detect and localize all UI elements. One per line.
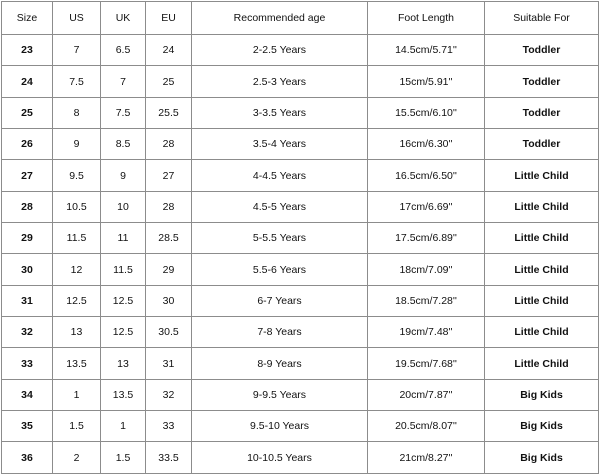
table-row — [2, 223, 599, 254]
cell-size: 27 — [2, 160, 53, 191]
cell-suitable-for: Little Child — [485, 254, 599, 285]
cell-eu: 27 — [146, 160, 192, 191]
cell-uk: 8.5 — [101, 129, 146, 160]
cell-size: 31 — [2, 285, 53, 316]
cell-suitable-for: Toddler — [485, 97, 599, 128]
table-row — [2, 129, 599, 160]
table-row — [2, 348, 599, 379]
cell-suitable-for: Toddler — [485, 35, 599, 66]
cell-recommended-age: 2-2.5 Years — [192, 35, 368, 66]
table-row — [2, 254, 599, 285]
cell-eu: 24 — [146, 35, 192, 66]
cell-suitable-for: Toddler — [485, 129, 599, 160]
cell-foot-length: 16cm/6.30'' — [368, 129, 485, 160]
column-header-foot-length: Foot Length — [368, 2, 485, 35]
column-header-suitable-for: Suitable For — [485, 2, 599, 35]
table-row — [2, 379, 599, 410]
table-row — [2, 97, 599, 128]
cell-size: 34 — [2, 379, 53, 410]
cell-eu: 33 — [146, 411, 192, 442]
cell-us: 10.5 — [53, 191, 101, 222]
cell-foot-length: 17cm/6.69'' — [368, 191, 485, 222]
cell-recommended-age: 7-8 Years — [192, 317, 368, 348]
cell-size: 32 — [2, 317, 53, 348]
cell-eu: 25.5 — [146, 97, 192, 128]
table-row — [2, 191, 599, 222]
cell-uk: 1.5 — [101, 442, 146, 474]
cell-suitable-for: Little Child — [485, 285, 599, 316]
cell-foot-length: 18cm/7.09'' — [368, 254, 485, 285]
cell-size: 35 — [2, 411, 53, 442]
cell-uk: 7.5 — [101, 97, 146, 128]
cell-us: 7.5 — [53, 66, 101, 97]
cell-us: 2 — [53, 442, 101, 474]
cell-us: 7 — [53, 35, 101, 66]
cell-uk: 7 — [101, 66, 146, 97]
column-header-us: US — [53, 2, 101, 35]
cell-foot-length: 20cm/7.87'' — [368, 379, 485, 410]
cell-eu: 30 — [146, 285, 192, 316]
cell-suitable-for: Little Child — [485, 223, 599, 254]
cell-foot-length: 16.5cm/6.50'' — [368, 160, 485, 191]
cell-size: 28 — [2, 191, 53, 222]
cell-size: 36 — [2, 442, 53, 474]
cell-eu: 25 — [146, 66, 192, 97]
cell-recommended-age: 9.5-10 Years — [192, 411, 368, 442]
cell-recommended-age: 6-7 Years — [192, 285, 368, 316]
cell-us: 9 — [53, 129, 101, 160]
cell-uk: 6.5 — [101, 35, 146, 66]
cell-us: 1 — [53, 379, 101, 410]
cell-eu: 28 — [146, 191, 192, 222]
cell-eu: 33.5 — [146, 442, 192, 474]
cell-uk: 11 — [101, 223, 146, 254]
table-body — [2, 35, 599, 474]
cell-suitable-for: Little Child — [485, 160, 599, 191]
cell-suitable-for: Big Kids — [485, 442, 599, 474]
cell-recommended-age: 3-3.5 Years — [192, 97, 368, 128]
cell-uk: 12.5 — [101, 285, 146, 316]
cell-us: 12 — [53, 254, 101, 285]
cell-size: 33 — [2, 348, 53, 379]
cell-uk: 11.5 — [101, 254, 146, 285]
cell-us: 13.5 — [53, 348, 101, 379]
cell-uk: 13 — [101, 348, 146, 379]
cell-size: 23 — [2, 35, 53, 66]
table-row — [2, 160, 599, 191]
cell-suitable-for: Big Kids — [485, 379, 599, 410]
cell-foot-length: 15.5cm/6.10'' — [368, 97, 485, 128]
cell-foot-length: 15cm/5.91'' — [368, 66, 485, 97]
cell-uk: 13.5 — [101, 379, 146, 410]
table-row — [2, 442, 599, 474]
cell-us: 11.5 — [53, 223, 101, 254]
cell-suitable-for: Little Child — [485, 191, 599, 222]
size-chart-table — [1, 1, 599, 474]
header-row — [2, 2, 599, 35]
cell-foot-length: 17.5cm/6.89'' — [368, 223, 485, 254]
cell-recommended-age: 2.5-3 Years — [192, 66, 368, 97]
cell-recommended-age: 9-9.5 Years — [192, 379, 368, 410]
table-row — [2, 35, 599, 66]
column-header-eu: EU — [146, 2, 192, 35]
cell-suitable-for: Little Child — [485, 348, 599, 379]
cell-recommended-age: 4-4.5 Years — [192, 160, 368, 191]
table-row — [2, 411, 599, 442]
cell-foot-length: 14.5cm/5.71'' — [368, 35, 485, 66]
cell-foot-length: 20.5cm/8.07'' — [368, 411, 485, 442]
cell-foot-length: 19.5cm/7.68'' — [368, 348, 485, 379]
column-header-size: Size — [2, 2, 53, 35]
cell-uk: 10 — [101, 191, 146, 222]
cell-us: 1.5 — [53, 411, 101, 442]
cell-foot-length: 21cm/8.27'' — [368, 442, 485, 474]
cell-size: 30 — [2, 254, 53, 285]
cell-eu: 29 — [146, 254, 192, 285]
table-row — [2, 66, 599, 97]
cell-suitable-for: Big Kids — [485, 411, 599, 442]
cell-size: 29 — [2, 223, 53, 254]
column-header-recommended-age: Recommended age — [192, 2, 368, 35]
cell-recommended-age: 5.5-6 Years — [192, 254, 368, 285]
cell-us: 12.5 — [53, 285, 101, 316]
table-row — [2, 285, 599, 316]
cell-us: 13 — [53, 317, 101, 348]
cell-uk: 9 — [101, 160, 146, 191]
table-header — [2, 2, 599, 35]
cell-size: 25 — [2, 97, 53, 128]
cell-foot-length: 19cm/7.48'' — [368, 317, 485, 348]
cell-suitable-for: Toddler — [485, 66, 599, 97]
cell-suitable-for: Little Child — [485, 317, 599, 348]
cell-size: 24 — [2, 66, 53, 97]
table-row — [2, 317, 599, 348]
cell-us: 8 — [53, 97, 101, 128]
cell-eu: 31 — [146, 348, 192, 379]
cell-recommended-age: 3.5-4 Years — [192, 129, 368, 160]
cell-eu: 32 — [146, 379, 192, 410]
cell-uk: 12.5 — [101, 317, 146, 348]
cell-size: 26 — [2, 129, 53, 160]
cell-recommended-age: 8-9 Years — [192, 348, 368, 379]
cell-eu: 28 — [146, 129, 192, 160]
cell-recommended-age: 10-10.5 Years — [192, 442, 368, 474]
cell-uk: 1 — [101, 411, 146, 442]
cell-eu: 30.5 — [146, 317, 192, 348]
cell-recommended-age: 4.5-5 Years — [192, 191, 368, 222]
cell-recommended-age: 5-5.5 Years — [192, 223, 368, 254]
cell-eu: 28.5 — [146, 223, 192, 254]
cell-us: 9.5 — [53, 160, 101, 191]
cell-foot-length: 18.5cm/7.28'' — [368, 285, 485, 316]
column-header-uk: UK — [101, 2, 146, 35]
